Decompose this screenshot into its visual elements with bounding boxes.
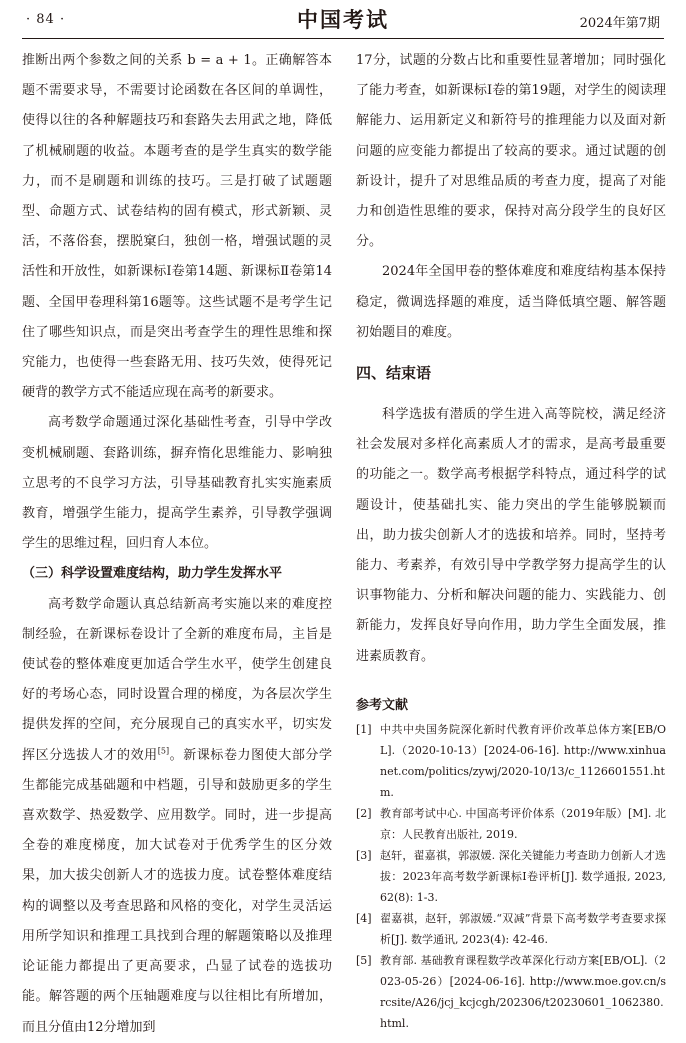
citation-marker: [5] [157, 746, 170, 756]
paragraph [22, 590, 332, 1043]
section-heading: 四、结束语 [356, 364, 432, 383]
reference-item [356, 845, 666, 908]
references-title: 参考文献 [356, 697, 409, 713]
reference-number: [2] [356, 806, 372, 820]
header-divider [22, 38, 664, 39]
reference-number: [1] [356, 722, 372, 736]
paragraph: 推断出两个参数之间的关系 b = a + 1。正确解答本题不需要求导，不需要讨论函数在各区间的单调性，使得以往的各种解题技巧和套路失去用武之地，降低了机械刷题的收益。本题考查的是学生真实的数学能力，而不是刷题和训练的技巧。三是打破了试题题型、命题方式、试卷结构的固有模式，形式新颖、灵活，不落俗套，摆脱窠臼，独创一格，增强试题的灵活性和开放性，如新课标Ⅰ卷第14题、新课标Ⅱ卷第14题、全国甲卷理科第16题等。这些试题不是考学生记住了哪些知识点，而是突出考查学生的理性思维和探究能力，也使得一些套路无用、技巧失效，使得死记硬背的教学方式不能适应现在高考的新要求。 [22, 53, 332, 401]
reference-number: [3] [356, 848, 372, 862]
paragraph: 2024年全国甲卷的整体难度和难度结构基本保持稳定，微调选择题的难度，适当降低填空题、解答题初始题目的难度。 [356, 264, 666, 340]
paragraph: 科学选拔有潜质的学生进入高等院校，满足经济社会发展对多样化高素质人才的需求，是高考最重要的功能之一。数学高考根据学科特点，通过科学的试题设计，使基础扎实、能力突出的学生能够脱颖而出，助力拔尖创新人才的选拔和培养。同时，坚持考能力、考素养，有效引导中学教学努力提高学生的认识事物能力、分析和解决问题的能力、实践能力、创新能力，发挥良好导向作用，助力学生全面发展，推进素质教育。 [356, 407, 666, 664]
subsection-heading: （三）科学设置难度结构，助力学生发挥水平 [22, 566, 283, 582]
reference-text: 赵轩，翟嘉祺，郭淑媛. 深化关键能力考查助力创新人才选拔：2023年高考数学新课标Ⅰ卷评析[J]. 数学通报, 2023, 62(8): 1-3. [380, 848, 666, 904]
reference-number: [4] [356, 911, 372, 925]
references-list [356, 719, 666, 1034]
page-header [22, 0, 664, 38]
left-column [22, 46, 332, 1043]
reference-item [356, 950, 666, 1034]
paragraph-text: 高考数学命题认真总结新高考实施以来的难度控制经验，在新课标卷设计了全新的难度布局，主旨是使试卷的整体难度更加适合学生水平，使学生创建良好的考场心态，同时设置合理的梯度，为各层次学生提供发挥的空间，充分展现自己的真实水平，切实发挥区分选拔人才的效用 [22, 596, 332, 763]
reference-text: 翟嘉祺，赵轩，郭淑媛.“双减”背景下高考数学考查要求探析[J]. 数学通讯, 2023(4): 42-46. [380, 911, 666, 946]
paragraph: 17分，试题的分数占比和重要性显著增加；同时强化了能力考查，如新课标Ⅰ卷的第19题，对学生的阅读理解能力、运用新定义和新符号的推理能力以及面对新问题的应变能力都提出了较高的要求。通过试题的创新设计，提升了对思维品质的考查力度，提高了对能力和创造性思维的要求，保持对高分段学生的良好区分。 [356, 53, 666, 250]
paragraph-text: 。新课标卷力图使大部分学生都能完成基础题和中档题，引导和鼓励更多的学生喜欢数学、热爱数学、应用数学。同时，进一步提高全卷的难度梯度，加大试卷对于优秀学生的区分效果，加大拔尖创新人才的选拔力度。试卷整体难度结构的调整以及考查思路和风格的变化，对学生灵活运用所学知识和推理工具找到合理的解题策略以及推理论证能力都提出了更高要求，凸显了试卷的选拔功能。解答题的两个压轴题难度与以往相比有所增加，而且分值由12分增加到 [22, 747, 332, 1035]
reference-item [356, 908, 666, 950]
reference-text: 中共中央国务院深化新时代教育评价改革总体方案[EB/OL].（2020-10-13）[2024-06-16]. http://www.xinhuanet.com/politics/zywj/2020-10/13/c_1126601551.htm. [380, 722, 666, 799]
reference-text: 教育部考试中心. 中国高考评价体系（2019年版）[M]. 北京：人民教育出版社, 2019. [380, 806, 666, 841]
page-number: · 84 · [26, 12, 66, 27]
issue-label: 2024年第7期 [579, 16, 660, 31]
paragraph: 高考数学命题通过深化基础性考查，引导中学改变机械刷题、套路训练，摒弃惰化思维能力、影响独立思考的不良学习方法，引导基础教育扎实实施素质教育，增强学生能力，提高学生素养，引导教学强调学生的思维过程，回归育人本位。 [22, 415, 332, 552]
right-column [356, 46, 666, 1034]
reference-item [356, 719, 666, 803]
reference-item [356, 803, 666, 845]
journal-title: 中国考试 [297, 7, 389, 32]
reference-text: 教育部. 基础教育课程数学改革深化行动方案[EB/OL].（2023-05-26）[2024-06-16]. http://www.moe.gov.cn/srcsite/A26/jcj_kcjcgh/202306/t20230601_1062380.html. [380, 953, 666, 1030]
reference-number: [5] [356, 953, 372, 967]
